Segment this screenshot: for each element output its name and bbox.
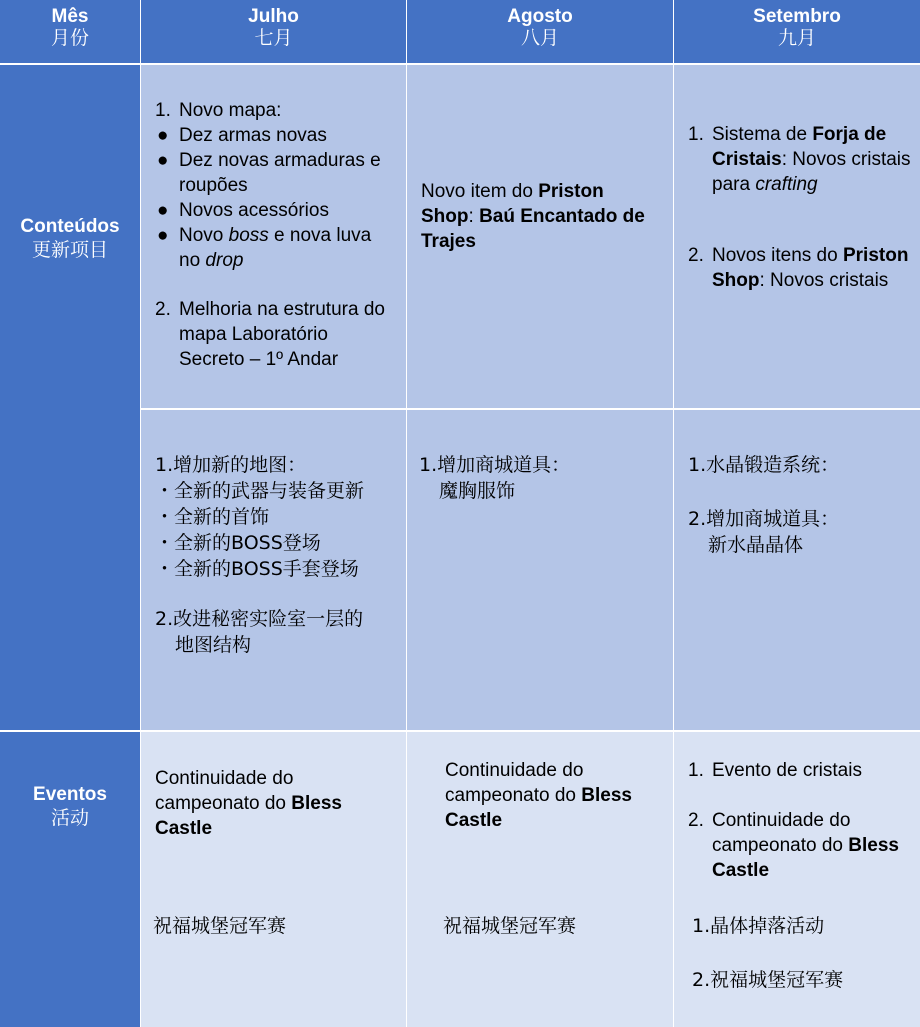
header-julho <box>141 0 406 63</box>
list-item: ・全新的武器与装备更新 <box>155 480 365 502</box>
header-agosto <box>407 0 673 63</box>
header-agosto-cn: 八月 <box>520 28 559 49</box>
list-item: 新水晶晶体 <box>708 534 804 556</box>
list-item: 2. Continuidade do campeonato do Bless Castle <box>688 810 899 881</box>
header-agosto-pt: Agosto <box>507 6 573 27</box>
list-item: ● Novo boss e nova luva no drop <box>157 225 372 271</box>
list-item: 2. Novos itens do Priston Shop: Novos cristais <box>688 245 909 291</box>
setembro-contents-pt <box>674 65 920 408</box>
list-item: ・全新的BOSS手套登场 <box>155 558 359 580</box>
list-item: 2.祝福城堡冠军赛 <box>692 969 844 991</box>
setembro-contents-cn <box>674 410 920 730</box>
list-item: 1.水晶锻造系统： <box>688 454 840 476</box>
header-month <box>0 0 140 63</box>
list-item: 1. Sistema de Forja de Cristais: Novos cristais para crafting <box>688 124 911 195</box>
list-item: 1.增加新的地图： <box>155 454 307 476</box>
row-label-events <box>0 732 140 1027</box>
list-item: ・全新的BOSS登场 <box>155 532 321 554</box>
list-item: ・全新的首饰 <box>155 506 270 528</box>
list-item: ● Dez armas novas <box>157 125 327 146</box>
julho-contents-pt <box>141 65 406 408</box>
row-label-contents <box>0 65 140 730</box>
agosto-event-pt: Continuidade do campeonato do Bless Castle <box>445 760 632 831</box>
list-item: 地图结构 <box>175 634 252 656</box>
header-setembro-pt: Setembro <box>753 6 841 27</box>
list-item: ● Dez novas armaduras e roupões <box>157 150 381 196</box>
julho-event-cn: 祝福城堡冠军赛 <box>153 915 287 937</box>
list-item: 魔胸服饰 <box>439 480 516 502</box>
list-item: 1. Evento de cristais <box>688 760 862 781</box>
list-item: ● Novos acessórios <box>157 200 329 221</box>
header-setembro-cn: 九月 <box>777 28 816 49</box>
agosto-events <box>407 732 673 1027</box>
agosto-event-cn: 祝福城堡冠军赛 <box>443 915 577 937</box>
agosto-contents-pt-text: Novo item do Priston Shop: Baú Encantado de Trajes <box>421 181 645 252</box>
list-item: 2.增加商城道具： <box>688 508 840 530</box>
list-item: 2. Melhoria na estrutura do mapa Laboratório Secreto – 1º Andar <box>155 299 385 370</box>
list-item: 1.晶体掉落活动 <box>692 915 825 937</box>
list-item: 1.增加商城道具： <box>419 454 571 476</box>
header-month-pt: Mês <box>51 6 89 27</box>
julho-events <box>141 732 406 1027</box>
header-julho-cn: 七月 <box>254 28 293 49</box>
list-item: 2.改进秘密实险室一层的 <box>155 608 364 630</box>
julho-event-pt: Continuidade do campeonato do Bless Castle <box>155 768 342 839</box>
header-month-cn: 月份 <box>50 28 89 49</box>
header-julho-pt: Julho <box>248 6 299 27</box>
row-label-contents-pt: Conteúdos <box>20 216 120 237</box>
setembro-events <box>674 732 920 1027</box>
header-setembro <box>674 0 920 63</box>
agosto-contents-pt <box>407 65 673 408</box>
row-label-contents-cn: 更新项目 <box>31 240 108 261</box>
julho-contents-cn <box>141 410 406 730</box>
row-label-events-cn: 活动 <box>50 808 89 829</box>
row-label-events-pt: Eventos <box>33 784 107 805</box>
list-item: 1. Novo mapa: <box>155 100 282 121</box>
agosto-contents-cn <box>407 410 673 730</box>
